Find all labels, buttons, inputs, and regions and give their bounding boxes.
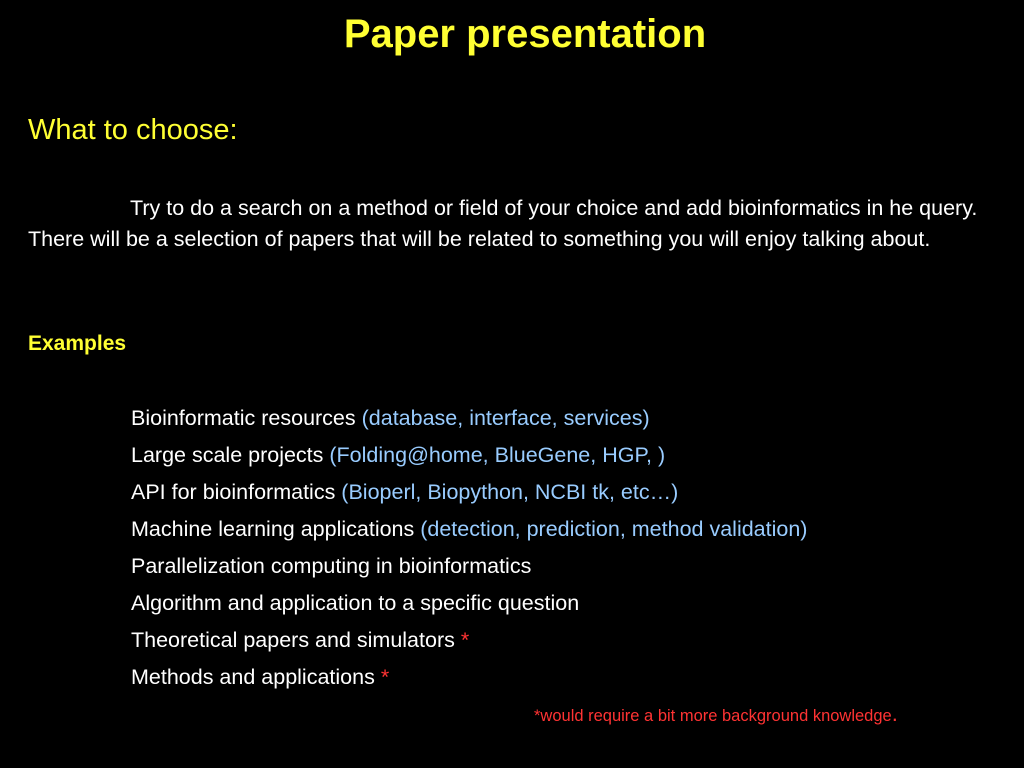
list-item	[131, 511, 807, 548]
example-label: Parallelization computing in bioinformatics	[131, 554, 532, 578]
list-item	[131, 585, 807, 622]
list-item	[131, 474, 807, 511]
list-item	[131, 622, 807, 659]
example-star: *	[380, 665, 390, 689]
example-label: Methods and applications	[131, 665, 381, 689]
footnote	[534, 702, 898, 728]
example-label: Machine learning applications	[131, 517, 421, 541]
example-detail: (detection, prediction, method validation)	[420, 517, 808, 541]
example-detail: (Folding@home, BlueGene, HGP, )	[329, 443, 666, 467]
example-label: Bioinformatic resources	[131, 406, 362, 430]
example-detail: (Bioperl, Biopython, NCBI tk, etc…)	[341, 480, 679, 504]
list-item	[131, 659, 807, 696]
example-label: Algorithm and application to a specific question	[131, 591, 580, 615]
example-star: *	[460, 628, 470, 652]
example-detail: (database, interface, services)	[361, 406, 650, 430]
example-label: API for bioinformatics	[131, 480, 342, 504]
intro-text: Try to do a search on a method or field of your choice and add bioinformatics in he query. There will be a selection of papers that will be related to something you will enjoy talking about.	[28, 196, 978, 251]
intro-paragraph	[28, 193, 988, 255]
footnote-period: .	[891, 701, 898, 726]
list-item	[131, 437, 807, 474]
example-label: Theoretical papers and simulators	[131, 628, 461, 652]
slide-title: Paper presentation	[343, 12, 707, 56]
example-label: Large scale projects	[131, 443, 330, 467]
list-item	[131, 400, 807, 437]
examples-list	[131, 400, 807, 696]
list-item	[131, 548, 807, 585]
examples-heading: Examples	[28, 332, 127, 355]
footnote-text: *would require a bit more background knowledge	[534, 707, 892, 725]
section-subtitle: What to choose:	[28, 114, 238, 146]
